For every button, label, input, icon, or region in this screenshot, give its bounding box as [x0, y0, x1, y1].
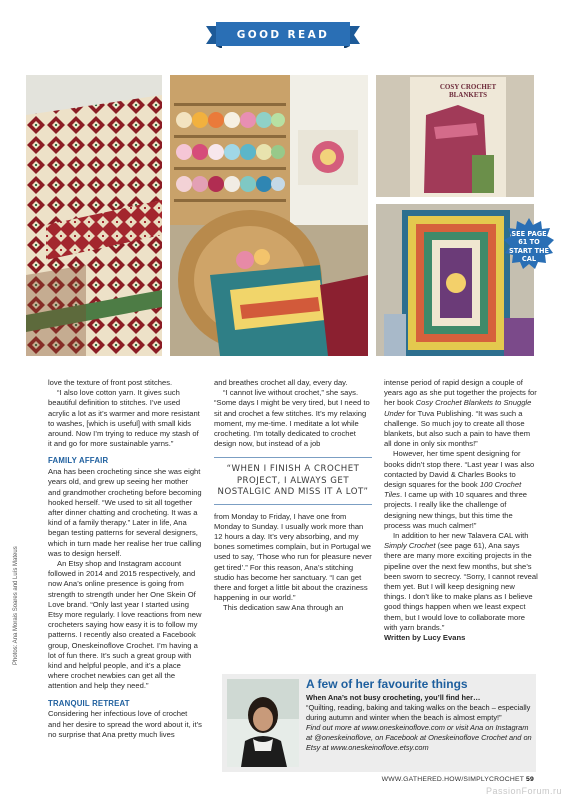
- article-column-1: [48, 378, 202, 740]
- page-number: 59: [526, 776, 534, 783]
- portrait-photo: [227, 679, 299, 767]
- magazine-title: Simply Crochet: [384, 541, 436, 551]
- paragraph: [384, 449, 538, 531]
- paragraph: love the texture of front post stitches.: [48, 378, 173, 387]
- photo-blanket-on-chair: [26, 75, 162, 356]
- byline: Written by Lucy Evans: [384, 633, 466, 643]
- book-title: Cosy Crochet Blankets to Snuggle Under: [384, 398, 532, 418]
- favourite-things-content: [306, 677, 532, 753]
- paragraph: Ana has been crocheting since she was eight years old, and grew up seeing her mother and grandmother crocheting before becoming hooked herself. “We used to sit all together after dinner chatting and crocheting. It was a kind of a family therapy.” Later in life, Ana began testing patterns for several designers, which in turn made her realise her true calling was to design herself.: [48, 467, 202, 558]
- paragraph: [384, 378, 538, 449]
- photo-credit: Photos: Ana Morais Soares and Luís Mateus: [13, 546, 19, 665]
- photo-book-cover: [376, 75, 534, 197]
- paragraph: and breathes crochet all day, every day.: [214, 378, 348, 387]
- photo-yarn-shelf-armchair: [170, 75, 368, 356]
- book-cover-title: COSY CROCHET BLANKETS: [439, 83, 497, 99]
- paragraph: from Monday to Friday, I have one from Monday to Sunday. I usually work more than 12 hours a day. It’s very absorbing, and my bones sometimes complain, but in Portugal we used to say, ‘Those who run for pleasure never get tired’.” For this reason, Ana’s stitching studio has become her sanctuary. “I can get there and forget a little bit about the craziness happening in our world.”: [214, 511, 372, 603]
- text-run: (see page 61), Ana says there are many more exciting projects in the pipeline over the next few months, but she’s been sworn to secrecy. “Sorry, I cannot reveal them yet. But I will keep designing new things. I don’t like to make plans as I believe good things happen when we least expect them, but I would love to collaborate more with yarn brands.”: [384, 541, 538, 632]
- watermark: PassionForum.ru: [485, 786, 562, 796]
- subheading-family-affair: FAMILY AFFAIR: [48, 456, 109, 466]
- badge-label: SEE PAGE 61 TO START THE CAL: [509, 230, 549, 264]
- favourite-things-subtitle: When Ana’s not busy crocheting, you’ll find her…: [306, 693, 481, 702]
- subheading-tranquil-retreat: TRANQUIL RETREAT: [48, 698, 130, 708]
- page-footer: [382, 776, 534, 783]
- favourite-things-text: “Quilting, reading, baking and taking walks on the beach – especially during autumn and winter when the beach is almost empty!”: [306, 703, 531, 722]
- paragraph: An Etsy shop and Instagram account followed in 2014 and 2015 respectively, and now Ana’s online presence is going from strength to strength under her One Skein Of Love brand. “Only last year I started using Etsy more regularly. I love reactions from new crocheters saying how easy it is to follow my patterns. I recently also created a Facebook group, Oneskeinoflove Crochet. I’m having a lot of fun there. It’s such a great group with kind and helpful people, and it’s a place where crochet newbies can get all the attention and help they need.”: [48, 558, 202, 691]
- footer-url: WWW.GATHERED.HOW/SIMPLYCROCHET: [381, 776, 524, 783]
- text-run: However, her time spent designing for books didn’t stop there. “Last year I was also contacted by David & Charles Books to design squares for the book: [384, 449, 535, 490]
- book-title: 100 Crochet Tiles: [384, 480, 522, 500]
- section-banner: [206, 22, 360, 48]
- paragraph: [384, 531, 538, 633]
- paragraph: “I also love cotton yarn. It gives such beautiful definition to stitches. I’ve used acrylic a lot as it’s warmer and more resistant to washes, [which is useful] with small kids around. Now I’m trying to reduce my stash of it and go for more sustainable yarns.”: [48, 388, 200, 449]
- text-run: for Tuva Publishing. “It was such a challenge. So much joy to create all those blankets, but also such a pain to have them all done in only six months!”: [384, 408, 531, 449]
- paragraph: “I cannot live without crochet,” she says. “Some days I might be very tired, but I need to sit and crochet a few stitches. It’s my relaxing moment, my me-time. I meditate a lot while crocheting. I’m totally dedicated to crochet design now, but instead of a job: [214, 388, 370, 449]
- text-run: In addition to her new Talavera CAL with: [393, 531, 529, 541]
- paragraph: This dedication saw Ana through an: [223, 603, 344, 613]
- article-column-3: [384, 378, 538, 643]
- see-page-badge: [503, 218, 555, 270]
- pull-quote: “WHEN I FINISH A CROCHET PROJECT, I ALWAYS GET NOSTALGIC AND MISS IT A LOT”: [214, 457, 372, 504]
- banner-label: GOOD READ: [236, 29, 330, 41]
- favourite-things-title: A few of her favourite things: [306, 677, 468, 691]
- favourite-things-box: [222, 674, 536, 772]
- article-column-2: [214, 378, 372, 614]
- text-run: intense period of rapid design a couple of years ago as she put together the projects for her book: [384, 378, 537, 408]
- text-run: . I came up with 10 squares and three projects. I really like the challenge of designing new things, but this time the process was much calmer!”: [384, 490, 528, 530]
- paragraph: Considering her infectious love of crochet and her desire to spread the word about it, it’s no surprise that Ana pretty much lives: [48, 709, 202, 739]
- find-out-more-text: Find out more at www.oneskeinoflove.com or visit Ana on Instagram at @oneskeinoflove, on Facebook at Oneskeinoflove Crochet and on Etsy at www.oneskeinoflove.etsy.com: [306, 723, 532, 752]
